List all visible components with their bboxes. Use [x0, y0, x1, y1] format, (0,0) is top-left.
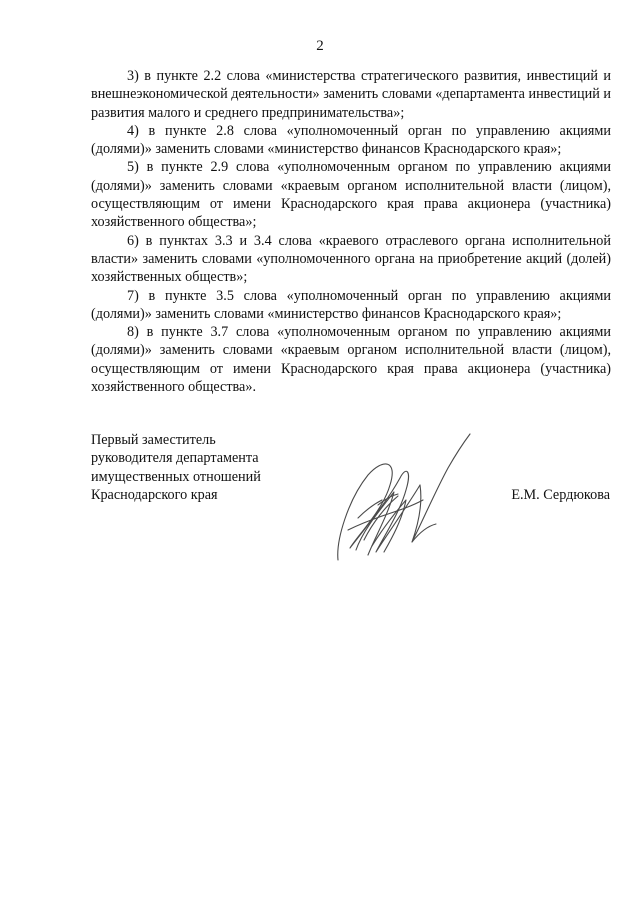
document-body	[91, 67, 611, 396]
signatory-position-line: имущественных отношений	[91, 468, 261, 485]
paragraph-item-8: 8) в пункте 3.7 слова «уполномоченным органом по управлению акциями (долями)» заменить словами «краевым органом исполнительной власти (лицом), осуществляющим от имени Краснодарского края права акционера (участника) хозяйственного общества».	[91, 324, 611, 396]
paragraph-item-5: 5) в пункте 2.9 слова «уполномоченным органом по управлению акциями (долями)» заменить словами «краевым органом исполнительной власти (лицом), осуществляющим от имени Краснодарского края права акционера (участника) хозяйственного общества»;	[91, 159, 611, 231]
signatory-position-line: Первый заместитель	[91, 432, 216, 448]
paragraph-item-4: 4) в пункте 2.8 слова «уполномоченный орган по управлению акциями (долями)» заменить словами «министерство финансов Краснодарского края»;	[91, 122, 611, 158]
signatory-position	[91, 431, 261, 504]
handwritten-signature	[328, 430, 478, 570]
signatory-position-line: руководителя департамента	[91, 450, 259, 467]
paragraph-item-6: 6) в пунктах 3.3 и 3.4 слова «краевого отраслевого органа исполнительной власти» заменить словами «уполномоченного органа на приобретение акций (долей) хозяйственных обществ»;	[91, 232, 611, 286]
paragraph-item-7: 7) в пункте 3.5 слова «уполномоченный орган по управлению акциями (долями)» заменить словами «министерство финансов Краснодарского края»;	[91, 287, 611, 322]
signer-name: Е.М. Сердюкова	[511, 487, 610, 503]
signatory-position-line: Краснодарского края	[91, 486, 218, 503]
paragraph-item-3: 3) в пункте 2.2 слова «министерства стратегического развития, инвестиций и внешнеэкономической деятельности» заменить словами «департамента инвестиций и развития малого и среднего предпринимательства»;	[91, 68, 611, 121]
page-number: 2	[316, 38, 324, 54]
